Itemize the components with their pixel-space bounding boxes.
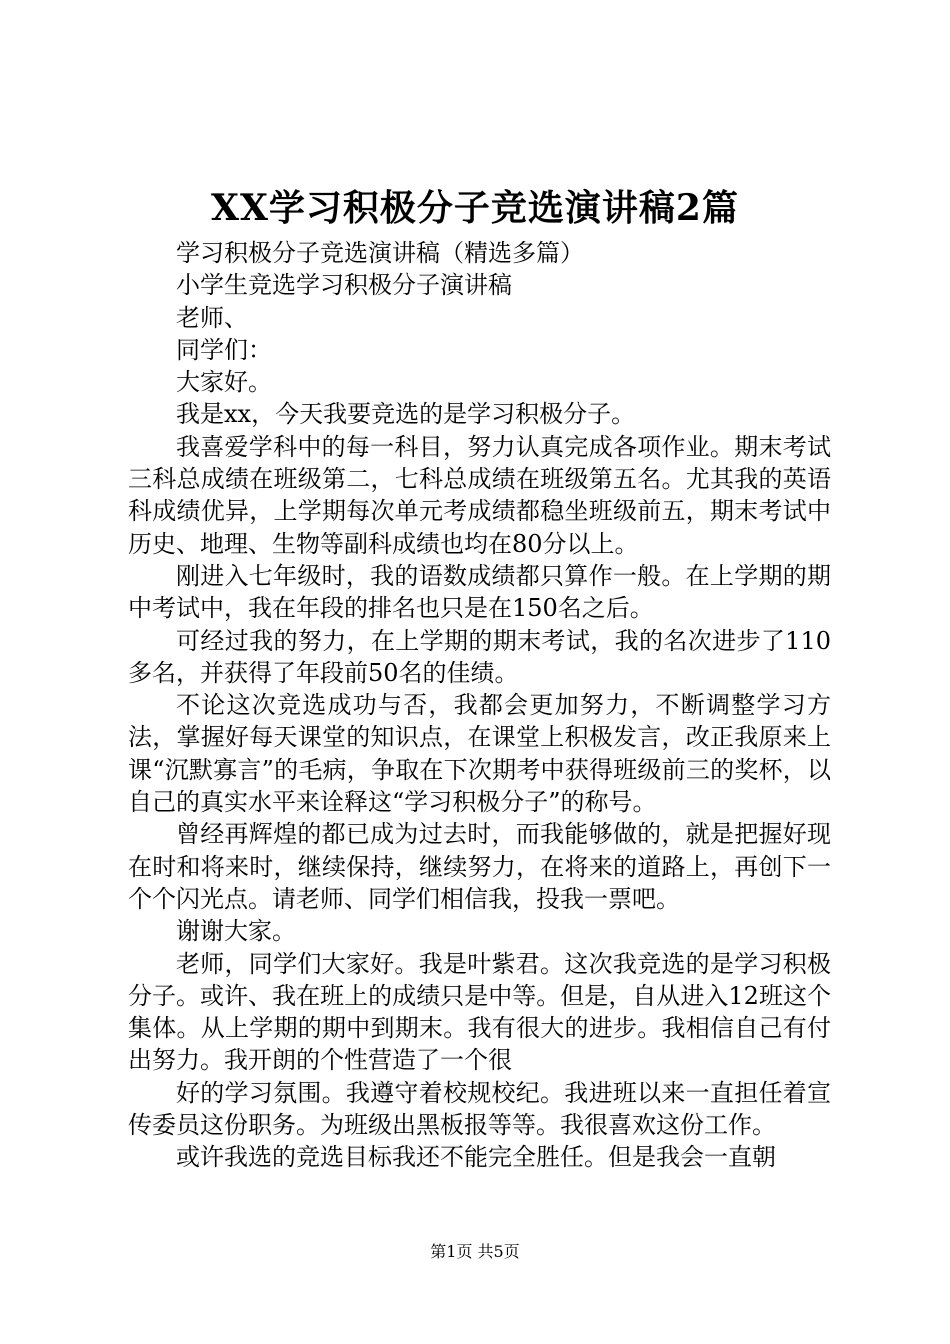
paragraph: 好的学习氛围。我遵守着校规校纪。我进班以来一直担任着宣传委员这份职务。为班级出黑板报等等。我很喜欢这份工作。 bbox=[128, 1078, 831, 1140]
paragraph: 老师、 bbox=[176, 303, 248, 332]
paragraph: 大家好。 bbox=[176, 368, 272, 397]
document-title: XX学习积极分子竞选演讲稿2篇 bbox=[211, 187, 739, 229]
paragraph: 学习积极分子竞选演讲稿（精选多篇） bbox=[176, 239, 584, 267]
paragraph: 老师，同学们大家好。我是叶紫君。这次我竞选的是学习积极分子。或许、我在班上的成绩只是中等。但是，自从进入12班这个集体。从上学期的期中到期末。我有很大的进步。我相信自己有付出努力。我开朗的个性营造了一个很 bbox=[128, 949, 831, 1075]
document-body bbox=[128, 237, 831, 1174]
paragraph: 我喜爱学科中的每一科目，努力认真完成各项作业。期末考试三科总成绩在班级第二，七科总成绩在班级第五名。尤其我的英语科成绩优异，上学期每次单元考成绩都稳坐班级前五，期末考试中历史、地理、生物等副科成绩也均在80分以上。 bbox=[128, 432, 831, 558]
paragraph: 我是xx，今天我要竞选的是学习积极分子。 bbox=[176, 400, 636, 429]
paragraph: 小学生竞选学习积极分子演讲稿 bbox=[176, 271, 512, 300]
paragraph: 或许我选的竞选目标我还不能完全胜任。但是我会一直朝 bbox=[176, 1143, 776, 1172]
page-footer: 第1页 共5页 bbox=[430, 1242, 520, 1261]
paragraph: 同学们： bbox=[176, 335, 272, 364]
paragraph: 不论这次竞选成功与否，我都会更加努力，不断调整学习方法，掌握好每天课堂的知识点，在课堂上积极发言，改正我原来上课“沉默寡言”的毛病，争取在下次期考中获得班级前三的奖杯，以自己的真实水平来诠释这“学习积极分子”的称号。 bbox=[128, 691, 831, 817]
paragraph: 刚进入七年级时，我的语数成绩都只算作一般。在上学期的期中考试中，我在年段的排名也只是在150名之后。 bbox=[128, 561, 831, 623]
paragraph: 谢谢大家。 bbox=[176, 917, 296, 946]
paragraph: 曾经再辉煌的都已成为过去时，而我能够做的，就是把握好现在时和将来时，继续保持，继续努力，在将来的道路上，再创下一个个闪光点。请老师、同学们相信我，投我一票吧。 bbox=[128, 820, 831, 913]
paragraph: 可经过我的努力，在上学期的期末考试，我的名次进步了110多名，并获得了年段前50名的佳绩。 bbox=[128, 626, 831, 687]
